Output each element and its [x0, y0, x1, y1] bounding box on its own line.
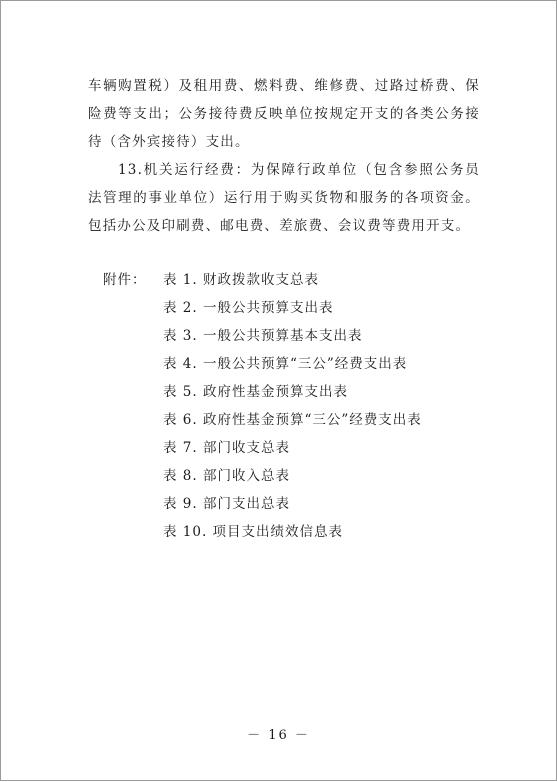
attachment-item: 表 4. 一般公共预算“三公”经费支出表: [163, 356, 408, 372]
attachment-item: 表 10. 项目支出绩效信息表: [163, 524, 344, 540]
attachments-label: 附件：: [103, 272, 147, 288]
attachment-item: 表 5. 政府性基金预算支出表: [163, 384, 348, 400]
body-text: [88, 72, 480, 240]
page-number: － 16 －: [247, 728, 310, 743]
attachment-item: 表 8. 部门收入总表: [163, 468, 290, 484]
attachments-list: [163, 266, 483, 546]
attachment-item: 表 2. 一般公共预算支出表: [163, 300, 334, 316]
attachment-item: 表 3. 一般公共预算基本支出表: [163, 328, 363, 344]
paragraph-vehicle-reception: 车辆购置税）及租用费、燃料费、维修费、过路过桥费、保险费等支出；公务接待费反映单位按规定开支的各类公务接待（含外宾接待）支出。: [88, 78, 480, 150]
attachment-item: 表 7. 部门收支总表: [163, 440, 290, 456]
attachment-item: 表 1. 财政拨款收支总表: [163, 272, 319, 288]
attachment-item: 表 9. 部门支出总表: [163, 496, 290, 512]
paragraph-operating-expenses: 13.机关运行经费：为保障行政单位（包含参照公务员法管理的事业单位）运行用于购买货物和服务的各项资金。包括办公及印刷费、邮电费、差旅费、会议费等费用开支。: [88, 162, 480, 234]
attachment-item: 表 6. 政府性基金预算“三公”经费支出表: [163, 412, 422, 428]
